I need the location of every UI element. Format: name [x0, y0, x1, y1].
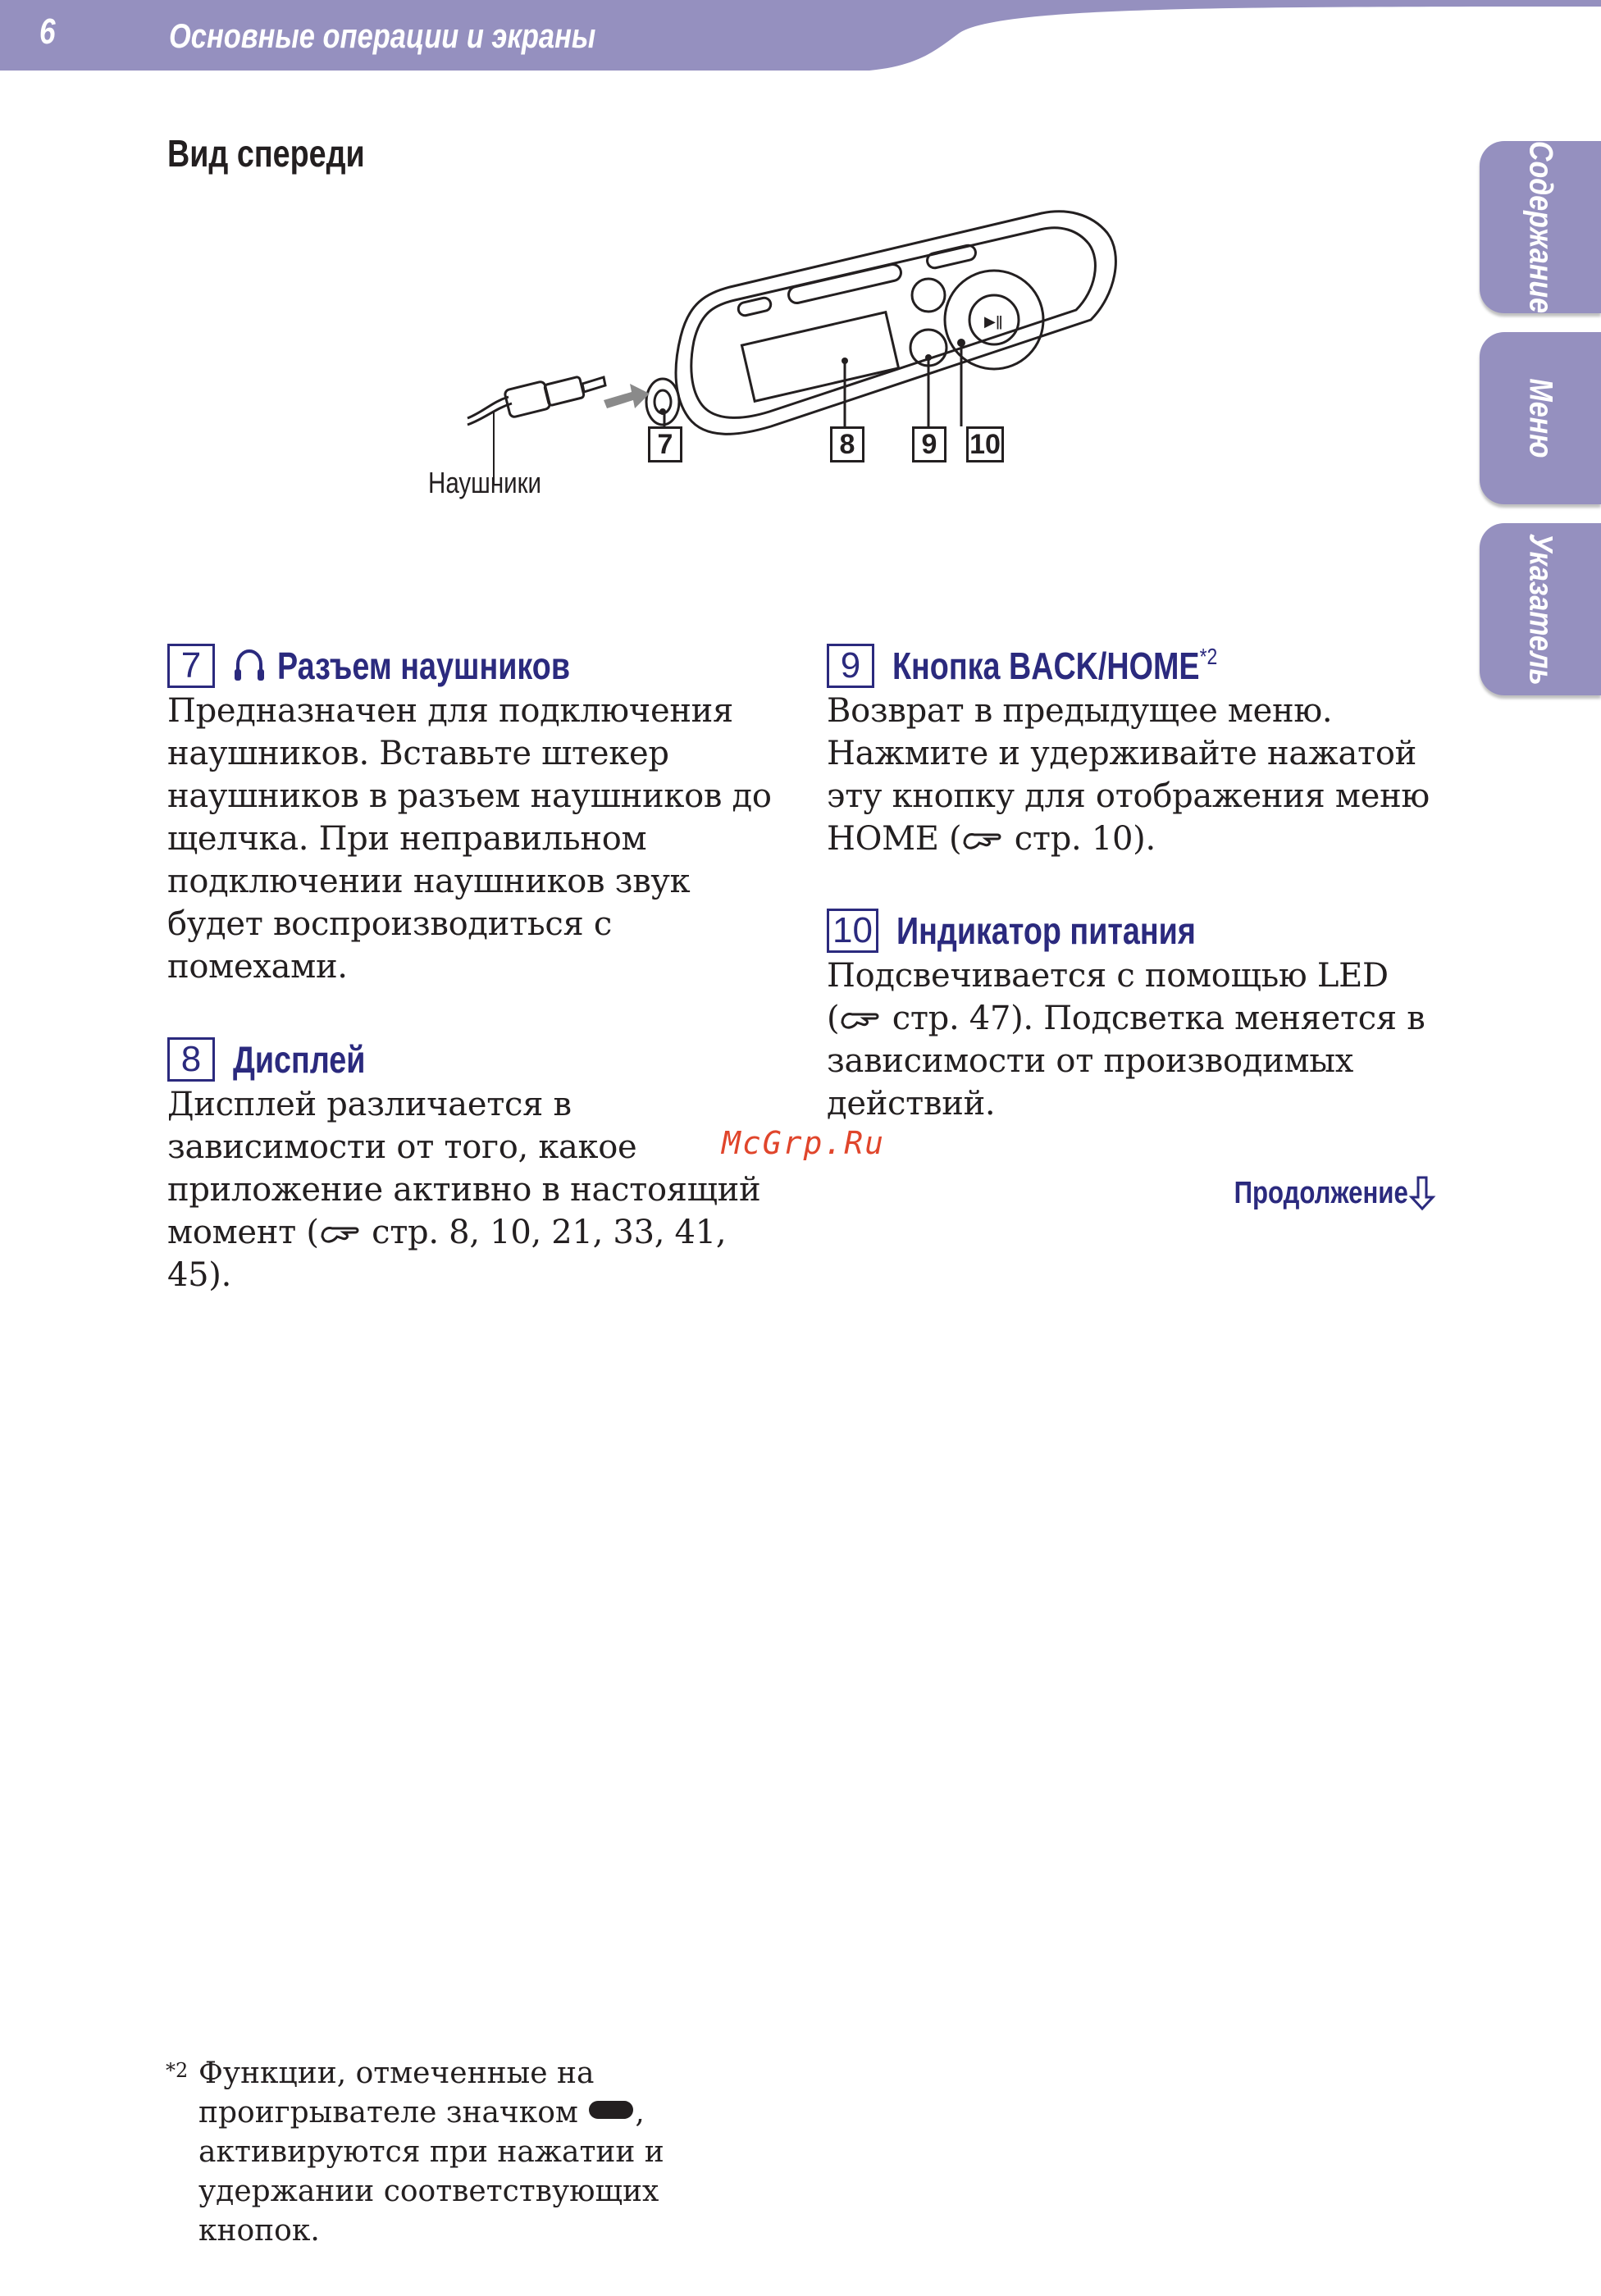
entry-8-text-before: Дисплей различается в зависимости от того, какое приложение активно в настоящий момент ( — [167, 1086, 761, 1251]
entry-7-title: Разъем наушников — [277, 645, 571, 687]
entry-display — [167, 1036, 774, 1296]
footnote — [166, 2054, 789, 2251]
callout-9: 9 — [912, 426, 946, 462]
display-window — [741, 312, 898, 402]
view-title: Вид спереди — [167, 132, 365, 175]
footnote-text-before: Функции, отмеченные на проигрывателе значком — [198, 2057, 595, 2130]
callout-7: 7 — [648, 426, 682, 462]
side-tab-contents[interactable] — [1480, 141, 1601, 313]
callout-10: 10 — [966, 426, 1004, 462]
footnote-text — [166, 2054, 789, 2251]
entry-back-home-button — [827, 642, 1434, 860]
entry-power-indicator — [827, 907, 1434, 1125]
entry-9-text-before: Возврат в предыдущее меню. Нажмите и удерживайте нажатой эту кнопку для отображения меню HOME ( — [827, 692, 1430, 858]
entry-8-text — [167, 1083, 774, 1296]
continue-label: Продолжение — [1234, 1175, 1408, 1210]
entry-7-text: Предназначен для подключения наушников. Вставьте штекер наушников в разъем наушников до щелчка. При неправильном подключении наушников звук будет воспроизводиться с помехами. — [167, 692, 772, 986]
entry-10-text-after: стр. 47). Подсветка меняется в зависимости от производимых действий. — [827, 1000, 1425, 1123]
page-number: 6 — [39, 11, 56, 52]
entry-9-title-text: Кнопка BACK/HOME — [892, 645, 1200, 687]
section-title: Основные операции и экраны — [169, 16, 596, 55]
side-tab-menu[interactable] — [1480, 332, 1601, 504]
page-reference-icon — [319, 1222, 362, 1246]
side-tab-contents-label: Содержание — [1522, 140, 1559, 314]
footnote-text-after: , активируются при нажатии и удержании соответствующих кнопок. — [198, 2096, 664, 2248]
page-header — [0, 0, 1601, 71]
entry-9-text — [827, 690, 1434, 860]
entry-8-title: Дисплей — [233, 1038, 366, 1081]
page-reference-icon — [961, 828, 1004, 853]
watermark: McGrp.Ru — [722, 1125, 886, 1161]
entry-9-footnote-mark: *2 — [1199, 644, 1218, 669]
entry-10-text-line1: Подсвечивается с помощью LED — [827, 957, 1389, 995]
hold-symbol-icon — [589, 2101, 633, 2119]
entry-9-number: 9 — [827, 644, 874, 688]
side-tab-menu-label: Меню — [1522, 378, 1559, 458]
entry-9-text-after: стр. 10). — [1004, 820, 1156, 858]
entry-10-text — [827, 954, 1434, 1125]
entry-10-text-before: ( — [827, 1000, 840, 1037]
entry-headphone-jack — [167, 642, 774, 988]
callout-8: 8 — [830, 426, 864, 462]
entry-7-number: 7 — [167, 644, 215, 688]
entry-8-number: 8 — [167, 1037, 215, 1082]
footnote-mark: *2 — [166, 2059, 189, 2082]
headphones-icon — [233, 648, 266, 684]
continue-link[interactable] — [1196, 1174, 1436, 1212]
side-tab-index-label: Указатель — [1522, 533, 1559, 686]
svg-text:▶ǁ: ▶ǁ — [984, 313, 1003, 330]
headphone-plug — [504, 380, 551, 417]
entry-10-number: 10 — [827, 909, 878, 953]
entry-9-title — [892, 644, 1217, 688]
side-tab-index[interactable] — [1480, 523, 1601, 695]
entry-8-text-after: стр. 8, 10, 21, 33, 41, 45). — [167, 1214, 727, 1294]
entry-10-title: Индикатор питания — [896, 909, 1196, 952]
player-front-illustration — [410, 197, 1165, 508]
arrow-down-icon — [1408, 1174, 1436, 1212]
page-reference-icon — [839, 1008, 882, 1032]
headphones-label: Наушники — [428, 466, 542, 499]
